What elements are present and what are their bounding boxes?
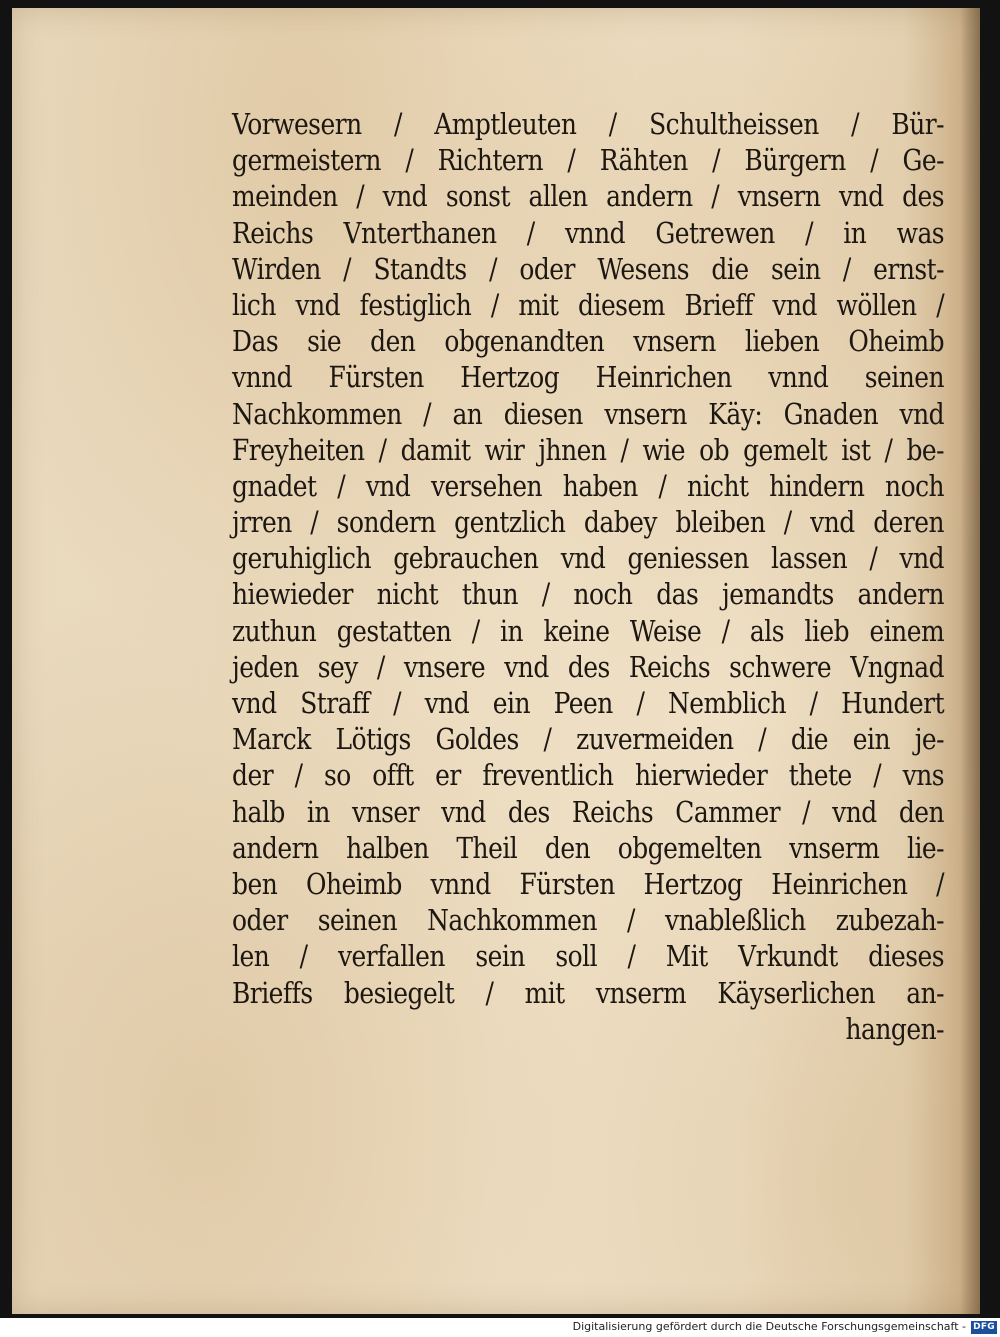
text-line: der / so offt er freventlich hierwieder thete / vns: [232, 758, 945, 793]
text-line: ben Oheimb vnnd Fürsten Hertzog Heinrichen /: [232, 866, 945, 901]
text-line: Marck Lötigs Goldes / zuvermeiden / die ein je-: [232, 722, 945, 757]
text-line: vnnd Fürsten Hertzog Heinrichen vnnd seinen: [232, 360, 945, 395]
text-line: Wirden / Standts / oder Wesens die sein / ernst-: [232, 251, 945, 286]
text-line: germeistern / Richtern / Rähten / Bürgern / Ge-: [232, 143, 945, 178]
text-line: jeden sey / vnsere vnd des Reichs schwere Vngnad: [232, 649, 945, 684]
text-line: Nachkommen / an diesen vnsern Käy: Gnaden vnd: [232, 396, 945, 431]
page-edge-shadow: [960, 8, 980, 1314]
text-line: Freyheiten / damit wir jhnen / wie ob gemelt ist / be-: [232, 432, 945, 467]
dfg-logo-icon: DFG: [973, 1322, 995, 1332]
text-line: geruhiglich gebrauchen vnd geniessen lassen / vnd: [232, 541, 945, 576]
text-line: Das sie den obgenandten vnsern lieben Oheimb: [232, 324, 945, 359]
text-line: Brieffs besiegelt / mit vnserm Käyserlichen an-: [232, 975, 945, 1010]
text-line: halb in vnser vnd des Reichs Cammer / vnd den: [232, 794, 945, 829]
catchword-line: hangen-: [845, 1011, 945, 1046]
text-line: Reichs Vnterthanen / vnnd Getrewen / in was: [232, 215, 945, 250]
document-page: [12, 8, 980, 1314]
text-line: meinden / vnd sonst allen andern / vnsern vnd des: [232, 179, 945, 214]
text-line: andern halben Theil den obgemelten vnserm lie-: [232, 830, 945, 865]
digitization-footer: [0, 1318, 1000, 1337]
text-block: [232, 106, 944, 1047]
text-line: jrren / sondern gentzlich dabey bleiben / vnd deren: [232, 505, 945, 540]
text-line: Vorwesern / Amptleuten / Schultheissen / Bür-: [232, 107, 945, 141]
text-line: lich vnd festiglich / mit diesem Brieff vnd wöllen /: [232, 287, 945, 322]
text-line: len / verfallen sein soll / Mit Vrkundt dieses: [232, 939, 945, 974]
text-line: hiewieder nicht thun / noch das jemandts andern: [232, 577, 945, 612]
text-line: zuthun gestatten / in keine Weise / als lieb einem: [232, 613, 945, 648]
text-line: vnd Straff / vnd ein Peen / Nemblich / Hundert: [232, 686, 945, 720]
footer-credit-text: Digitalisierung gefördert durch die Deutsche Forschungsgemeinschaft -: [572, 1320, 966, 1333]
text-line: gnadet / vnd versehen haben / nicht hindern noch: [232, 468, 945, 503]
text-line: oder seinen Nachkommen / vnableßlich zubezah-: [232, 903, 945, 938]
